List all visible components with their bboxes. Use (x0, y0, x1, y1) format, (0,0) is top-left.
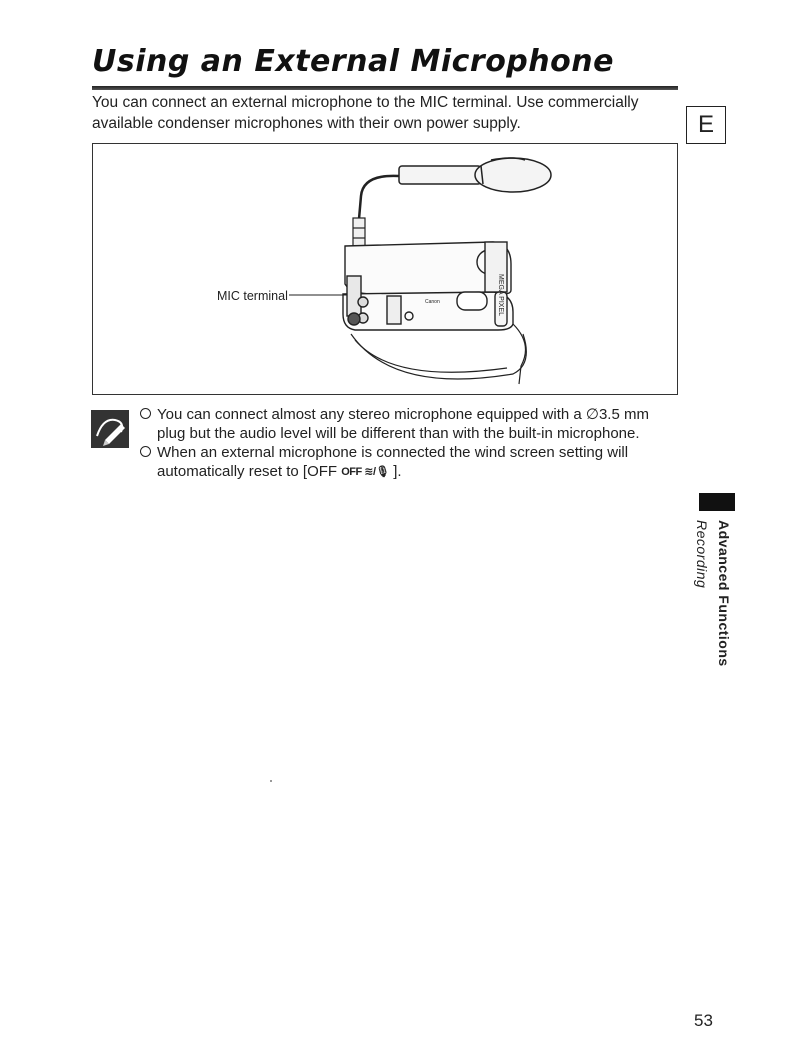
side-subsection-label: Recording (694, 520, 710, 589)
camcorder-body (343, 242, 513, 330)
scan-speck (270, 780, 272, 782)
note-item (140, 405, 680, 443)
camera-badge: MEGA PIXEL (497, 274, 504, 317)
mic-terminal-label: MIC terminal (217, 289, 288, 303)
camcorder-illustration (93, 144, 679, 396)
note-pencil-icon (91, 410, 129, 448)
page-title: Using an External Microphone (92, 44, 614, 79)
svg-text:Canon: Canon (425, 299, 440, 305)
page-number: 53 (694, 1011, 713, 1030)
bullet-circle-icon (140, 408, 151, 419)
note-item (140, 443, 680, 482)
note-text: When an external microphone is connected the wind screen setting will automatically reset to [OFF (157, 444, 629, 480)
intro-paragraph: You can connect an external microphone to the MIC terminal. Use commercially available condenser microphones with their own power supply. (92, 94, 639, 132)
wind-screen-off-icon: OFF ≋/🎙 (341, 465, 390, 478)
bullet-circle-icon (140, 446, 151, 457)
mic-cable (359, 176, 399, 219)
note-text-end: ]. (393, 463, 402, 480)
section-tab-marker (699, 493, 735, 511)
notes-list (140, 405, 680, 482)
title-rule (92, 86, 678, 90)
microphone-icon (399, 158, 551, 192)
language-marker: E (686, 106, 726, 144)
side-section-label: Advanced Functions (716, 520, 732, 667)
note-text: You can connect almost any stereo microphone equipped with a ∅3.5 mm plug but the audio level will be different than with the built-in microphone. (157, 406, 649, 442)
figure-microphone-connection (92, 143, 678, 395)
